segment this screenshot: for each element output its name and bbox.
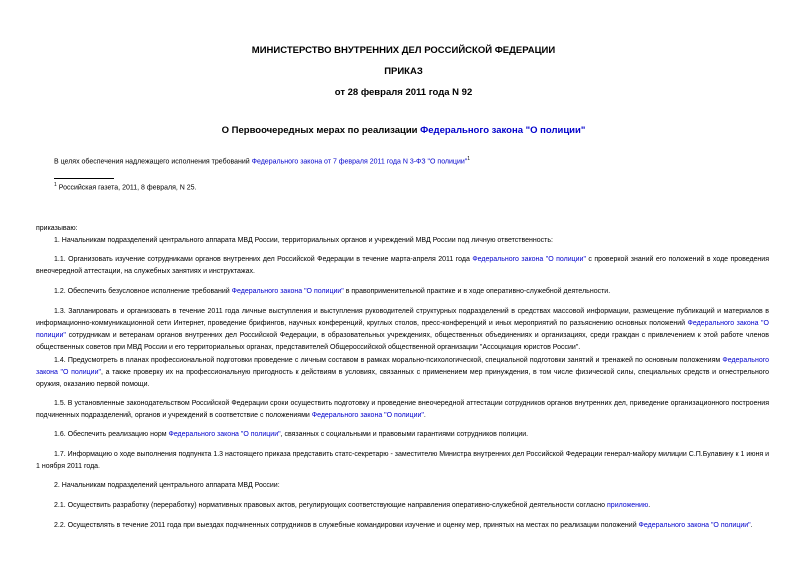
p2-2-text-a: 2.2. Осуществлять в течение 2011 года при выездах подчиненных сотрудников в служебные командировки изучение и оценку мер, принятых на местах по реализации положений xyxy=(54,522,639,529)
p1-5-text-a: 1.5. В установленные законодательством Российской Федерации сроки осуществить подготовку и проведение внеочередной аттестации сотрудников органов внутренних дел, приведение организационного построения подчиненных подразделений, органов и учреждений в соответствие с положениями xyxy=(36,400,769,419)
paragraph-1-3 xyxy=(36,306,769,354)
p1-5-law-link[interactable]: Федерального закона "О полиции" xyxy=(311,412,424,419)
p1-4-law-link[interactable]: Федерального закона "О полиции" xyxy=(36,357,769,376)
footnote-marker: 1 xyxy=(54,182,57,188)
document-date: от 28 февраля 2011 года N 92 xyxy=(334,87,473,98)
intro-paragraph xyxy=(36,153,769,168)
p2-1-text-b: . xyxy=(648,502,651,509)
footnote-divider xyxy=(54,178,114,179)
p1-6-text-a: 1.6. Обеспечить реализацию норм xyxy=(54,431,169,438)
footnote xyxy=(54,182,197,191)
p1-5-text-b: . xyxy=(423,412,426,419)
p1-3-law-link[interactable]: Федерального закона "О полиции" xyxy=(36,320,769,339)
document-type: ПРИКАЗ xyxy=(384,66,423,77)
p1-2-text-b: в правоприменительной практике и в ходе оперативно-служебной деятельности. xyxy=(343,288,611,295)
paragraph-1-6 xyxy=(36,429,769,441)
p1-1-text-b: с проверкой знаний его положений в ходе проведения внеочередной аттестации, на служебных занятиях и инструктажах. xyxy=(36,256,769,275)
paragraph-2-1 xyxy=(36,500,769,512)
p1-6-law-link[interactable]: Федерального закона "О полиции" xyxy=(168,431,281,438)
paragraph-2-2 xyxy=(36,520,769,532)
p1-4-text-b: , а также проверку их на профессиональную пригодность к действиям в условиях, связанных с применением мер принуждения, в том числе физической силы, специальных средств и огнестрельного оружия, оказанию первой помощи. xyxy=(36,369,769,388)
p1-3-text-a: 1.3. Запланировать и организовать в течение 2011 года личные выступления и выступления руководителей структурных подразделений в средствах массовой информации, размещение публикаций и материалов в информационно-коммуникационной сети Интернет, проведение брифингов, научных конференций, круглых столов, пресс-конференций и иных мероприятий по разъяснению основных положений xyxy=(36,308,769,327)
paragraph-1-4 xyxy=(36,355,769,391)
title-text: О Первоочередных мерах по реализации xyxy=(221,125,421,136)
p1-6-text-b: , связанных с социальными и правовыми гарантиями сотрудников полиции. xyxy=(280,431,529,438)
paragraph-1-1 xyxy=(36,254,769,278)
intro-law-link[interactable]: Федерального закона от 7 февраля 2011 года N 3-ФЗ "О полиции" xyxy=(251,158,468,166)
paragraph-1: 1. Начальникам подразделений центрального аппарата МВД России, территориальных органов и учреждений МВД России под личную ответственность: xyxy=(54,237,553,244)
footnote-ref[interactable]: 1 xyxy=(467,156,471,162)
paragraph-1-7: 1.7. Информацию о ходе выполнения подпункта 1.3 настоящего приказа представить статс-секретарю - заместителю Министра внутренних дел Российской Федерации генерал-майору милиции С.П.Булавину к 1 июня и 1 ноября 2011 года. xyxy=(36,451,769,470)
p1-2-law-link[interactable]: Федерального закона "О полиции" xyxy=(231,288,344,295)
p1-1-text-a: 1.1. Организовать изучение сотрудниками органов внутренних дел Российской Федерации в течение марта-апреля 2011 года xyxy=(54,256,473,263)
intro-text: В целях обеспечения надлежащего исполнения требований xyxy=(54,158,252,166)
document-title xyxy=(0,125,807,136)
p2-1-text-a: 2.1. Осуществить разработку (переработку) нормативных правовых актов, регулирующих соответствующие направления оперативно-служебной деятельности согласно xyxy=(54,502,608,509)
p1-3-text-b: сотрудникам и ветеранам органов внутренних дел Российской Федерации, в образовательных учреждениях, общественных объединениях и организациях, среди граждан с привлечением к этой работе членов общественных советов при МВД России и его территориальных органах, представителей Общероссийской общественной организации "Ассоциация юристов России". xyxy=(36,332,769,351)
p2-2-text-b: . xyxy=(750,522,753,529)
paragraph-2: 2. Начальникам подразделений центрального аппарата МВД России: xyxy=(54,482,280,489)
p2-2-law-link[interactable]: Федерального закона "О полиции" xyxy=(638,522,751,529)
ministry-heading: МИНИСТЕРСТВО ВНУТРЕННИХ ДЕЛ РОССИЙСКОЙ ФЕДЕРАЦИИ xyxy=(251,45,556,56)
p1-2-text-a: 1.2. Обеспечить безусловное исполнение требований xyxy=(54,288,232,295)
order-word: приказываю: xyxy=(36,225,78,232)
p2-1-appendix-link[interactable]: приложению xyxy=(607,502,649,509)
footnote-text: Российская газета, 2011, 8 февраля, N 25. xyxy=(58,184,197,192)
paragraph-1-2 xyxy=(36,286,769,298)
paragraph-1-5 xyxy=(36,398,769,422)
title-law-link[interactable]: Федерального закона "О полиции" xyxy=(420,125,586,136)
p1-4-text-a: 1.4. Предусмотреть в планах профессиональной подготовки проведение с личным составом в рамках морально-психологической, специальной подготовки занятий и тренажей по основным положениям xyxy=(54,357,723,364)
p1-1-law-link[interactable]: Федерального закона "О полиции" xyxy=(472,256,586,263)
